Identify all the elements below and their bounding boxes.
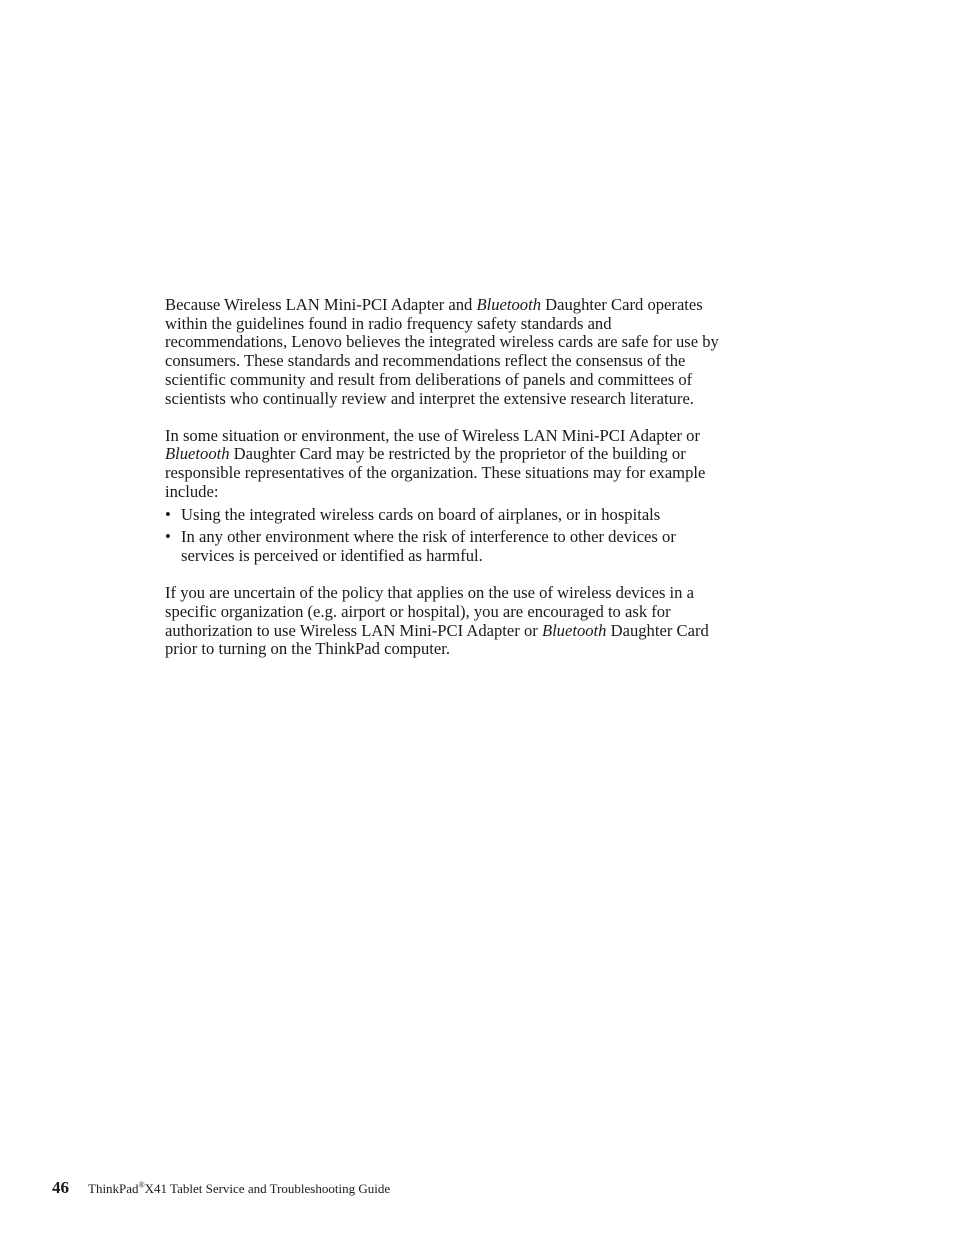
paragraph-authorization — [165, 584, 725, 659]
paragraph-restrictions — [165, 427, 725, 502]
list-item — [165, 506, 725, 525]
paragraph-text: In some situation or environment, the use of Wireless LAN Mini-PCI Adapter or — [165, 425, 701, 445]
paragraph-rf-safety — [165, 296, 725, 408]
page-body — [165, 296, 725, 677]
page-number: 46 — [52, 1178, 69, 1197]
paragraph-text: Daughter Card may be restricted by the proprietor of the building or responsible representatives of the organization. These situations may for example include: — [165, 444, 706, 501]
list-item-text: In any other environment where the risk of interference to other devices or services is perceived or identified as harmful. — [181, 527, 676, 565]
list-item-text: Using the integrated wireless cards on board of airplanes, or in hospitals — [181, 504, 661, 524]
paragraph-text: Daughter Card prior to turning on the ThinkPad computer. — [165, 620, 709, 659]
paragraph-text: Because Wireless LAN Mini-PCI Adapter and — [165, 295, 477, 314]
bullet-icon: • — [165, 527, 171, 547]
list-item — [165, 528, 725, 565]
paragraph-text: Daughter Card operates within the guidelines found in radio frequency safety standards and recommendations, Lenovo believes the integrated wireless cards are safe for use by consumers. These standards and recommendations reflect the consensus of the scientific community and result from deliberations of panels and committees of scientists who continually review and interpret the extensive research literature. — [165, 295, 719, 408]
paragraph-text: If you are uncertain of the policy that applies on the use of wireless devices in a specific organization (e.g. airport or hospital), you are encouraged to ask for authorization to use Wireless LAN Mini-PCI Adapter or — [165, 583, 694, 640]
footer-title — [88, 1181, 390, 1196]
footer-brand: ThinkPad — [88, 1181, 139, 1196]
bullet-icon: • — [165, 504, 171, 524]
bluetooth-italic: Bluetooth — [165, 444, 230, 464]
registered-mark: ® — [138, 1180, 145, 1190]
bluetooth-italic: Bluetooth — [476, 295, 542, 314]
footer-title-rest: X41 Tablet Service and Troubleshooting Guide — [144, 1181, 391, 1196]
bluetooth-italic: Bluetooth — [541, 620, 607, 640]
page-footer — [52, 1178, 390, 1198]
restriction-list — [165, 506, 725, 566]
